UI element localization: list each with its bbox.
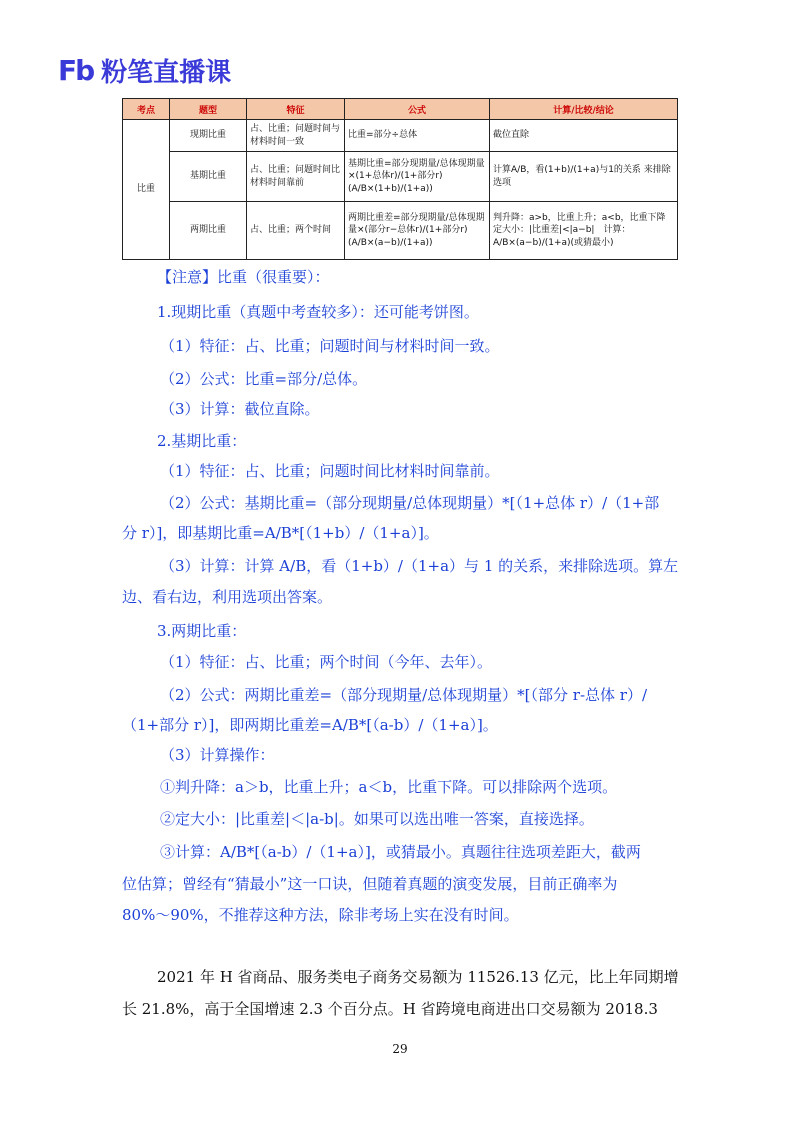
note-line: （3）计算：截位直除。 <box>160 400 320 418</box>
header-cell: 题型 <box>170 99 247 120</box>
type-cell: 现期比重 <box>170 120 247 152</box>
note-line: 80%～90%，不推荐这种方法，除非考场上实在没有时间。 <box>122 906 519 924</box>
header-cell: 特征 <box>247 99 345 120</box>
feature-cell: 占、比重；问题时间比材料时间靠前 <box>247 152 345 202</box>
note-line: （1）特征：占、比重；两个时间（今年、去年）。 <box>160 653 493 671</box>
table-header-row <box>123 99 678 120</box>
note-line: （3）计算：计算 A/B，看（1+b）/（1+a）与 1 的关系，来排除选项。算左 <box>160 557 679 575</box>
note-line: 边、看右边，利用选项出答案。 <box>122 588 333 606</box>
type-cell: 两期比重 <box>170 202 247 260</box>
conclusion-cell: 判升降：a>b，比重上升；a<b，比重下降 定大小：|比重差|<|a−b| 计算：A/B×(a−b)/(1+a)(或猜最小) <box>490 202 678 260</box>
page-number: 29 <box>392 1042 408 1056</box>
type-cell: 基期比重 <box>170 152 247 202</box>
logo-mark: Fb <box>58 54 94 87</box>
note-line: 3.两期比重： <box>157 622 247 640</box>
note-line: ③计算：A/B*[（a-b）/（1+a）]，或猜最小。真题往往选项差距大，截两 <box>160 843 641 861</box>
table-row <box>123 120 678 152</box>
note-line: （1+部分 r）]，即两期比重差=A/B*[（a-b）/（1+a）]。 <box>122 716 498 734</box>
note-line: ①判升降：a＞b，比重上升；a＜b，比重下降。可以排除两个选项。 <box>160 778 618 796</box>
note-line: （2）公式：比重=部分/总体。 <box>160 370 368 388</box>
note-line: （1）特征：占、比重；问题时间与材料时间一致。 <box>160 337 500 355</box>
body-paragraph-line: 2021 年 H 省商品、服务类电子商务交易额为 11526.13 亿元，比上年同期增 <box>157 968 679 986</box>
conclusion-cell: 截位直除 <box>490 120 678 152</box>
note-line: ②定大小：|比重差|＜|a-b|。如果可以选出唯一答案，直接选择。 <box>160 810 594 828</box>
note-line: （2）公式：两期比重差=（部分现期量/总体现期量）*[（部分 r-总体 r）/ <box>160 686 648 704</box>
note-line: （1）特征：占、比重；问题时间比材料时间靠前。 <box>160 462 500 480</box>
logo-text: 粉笔直播课 <box>101 58 232 88</box>
note-title: 【注意】比重（很重要）： <box>157 268 330 286</box>
note-line: 1.现期比重（真题中考查较多）：还可能考饼图。 <box>157 303 479 321</box>
header-cell: 计算/比较/结论 <box>490 99 678 120</box>
brand-logo <box>58 52 231 89</box>
table-row <box>123 202 678 260</box>
note-line: 位估算；曾经有“猜最小”这一口诀，但随着真题的演变发展，目前正确率为 <box>122 875 618 893</box>
formula-cell: 比重=部分÷总体 <box>345 120 490 152</box>
formula-cell: 两期比重差=部分现期量/总体现期量×(部分r−总体r)/(1+部分r) (A/B×(a−b)/(1+a)) <box>345 202 490 260</box>
table-row <box>123 152 678 202</box>
note-line: 2.基期比重： <box>157 432 247 450</box>
feature-cell: 占、比重；问题时间与材料时间一致 <box>247 120 345 152</box>
body-paragraph-line: 长 21.8%，高于全国增速 2.3 个百分点。H 省跨境电商进出口交易额为 2018.3 <box>122 1000 658 1018</box>
note-line: 分 r）]，即基期比重=A/B*[（1+b）/（1+a）]。 <box>122 524 439 542</box>
formula-cell: 基期比重=部分现期量/总体现期量×(1+总体r)/(1+部分r) (A/B×(1+b)/(1+a)) <box>345 152 490 202</box>
conclusion-cell: 计算A/B，看(1+b)/(1+a)与1的关系 来排除选项 <box>490 152 678 202</box>
note-line: （2）公式：基期比重=（部分现期量/总体现期量）*[（1+总体 r）/（1+部 <box>160 494 660 512</box>
feature-cell: 占、比重；两个时间 <box>247 202 345 260</box>
summary-table <box>122 98 678 260</box>
header-cell: 公式 <box>345 99 490 120</box>
note-line: （3）计算操作： <box>160 746 275 764</box>
topic-cell: 比重 <box>123 120 170 260</box>
header-cell: 考点 <box>123 99 170 120</box>
